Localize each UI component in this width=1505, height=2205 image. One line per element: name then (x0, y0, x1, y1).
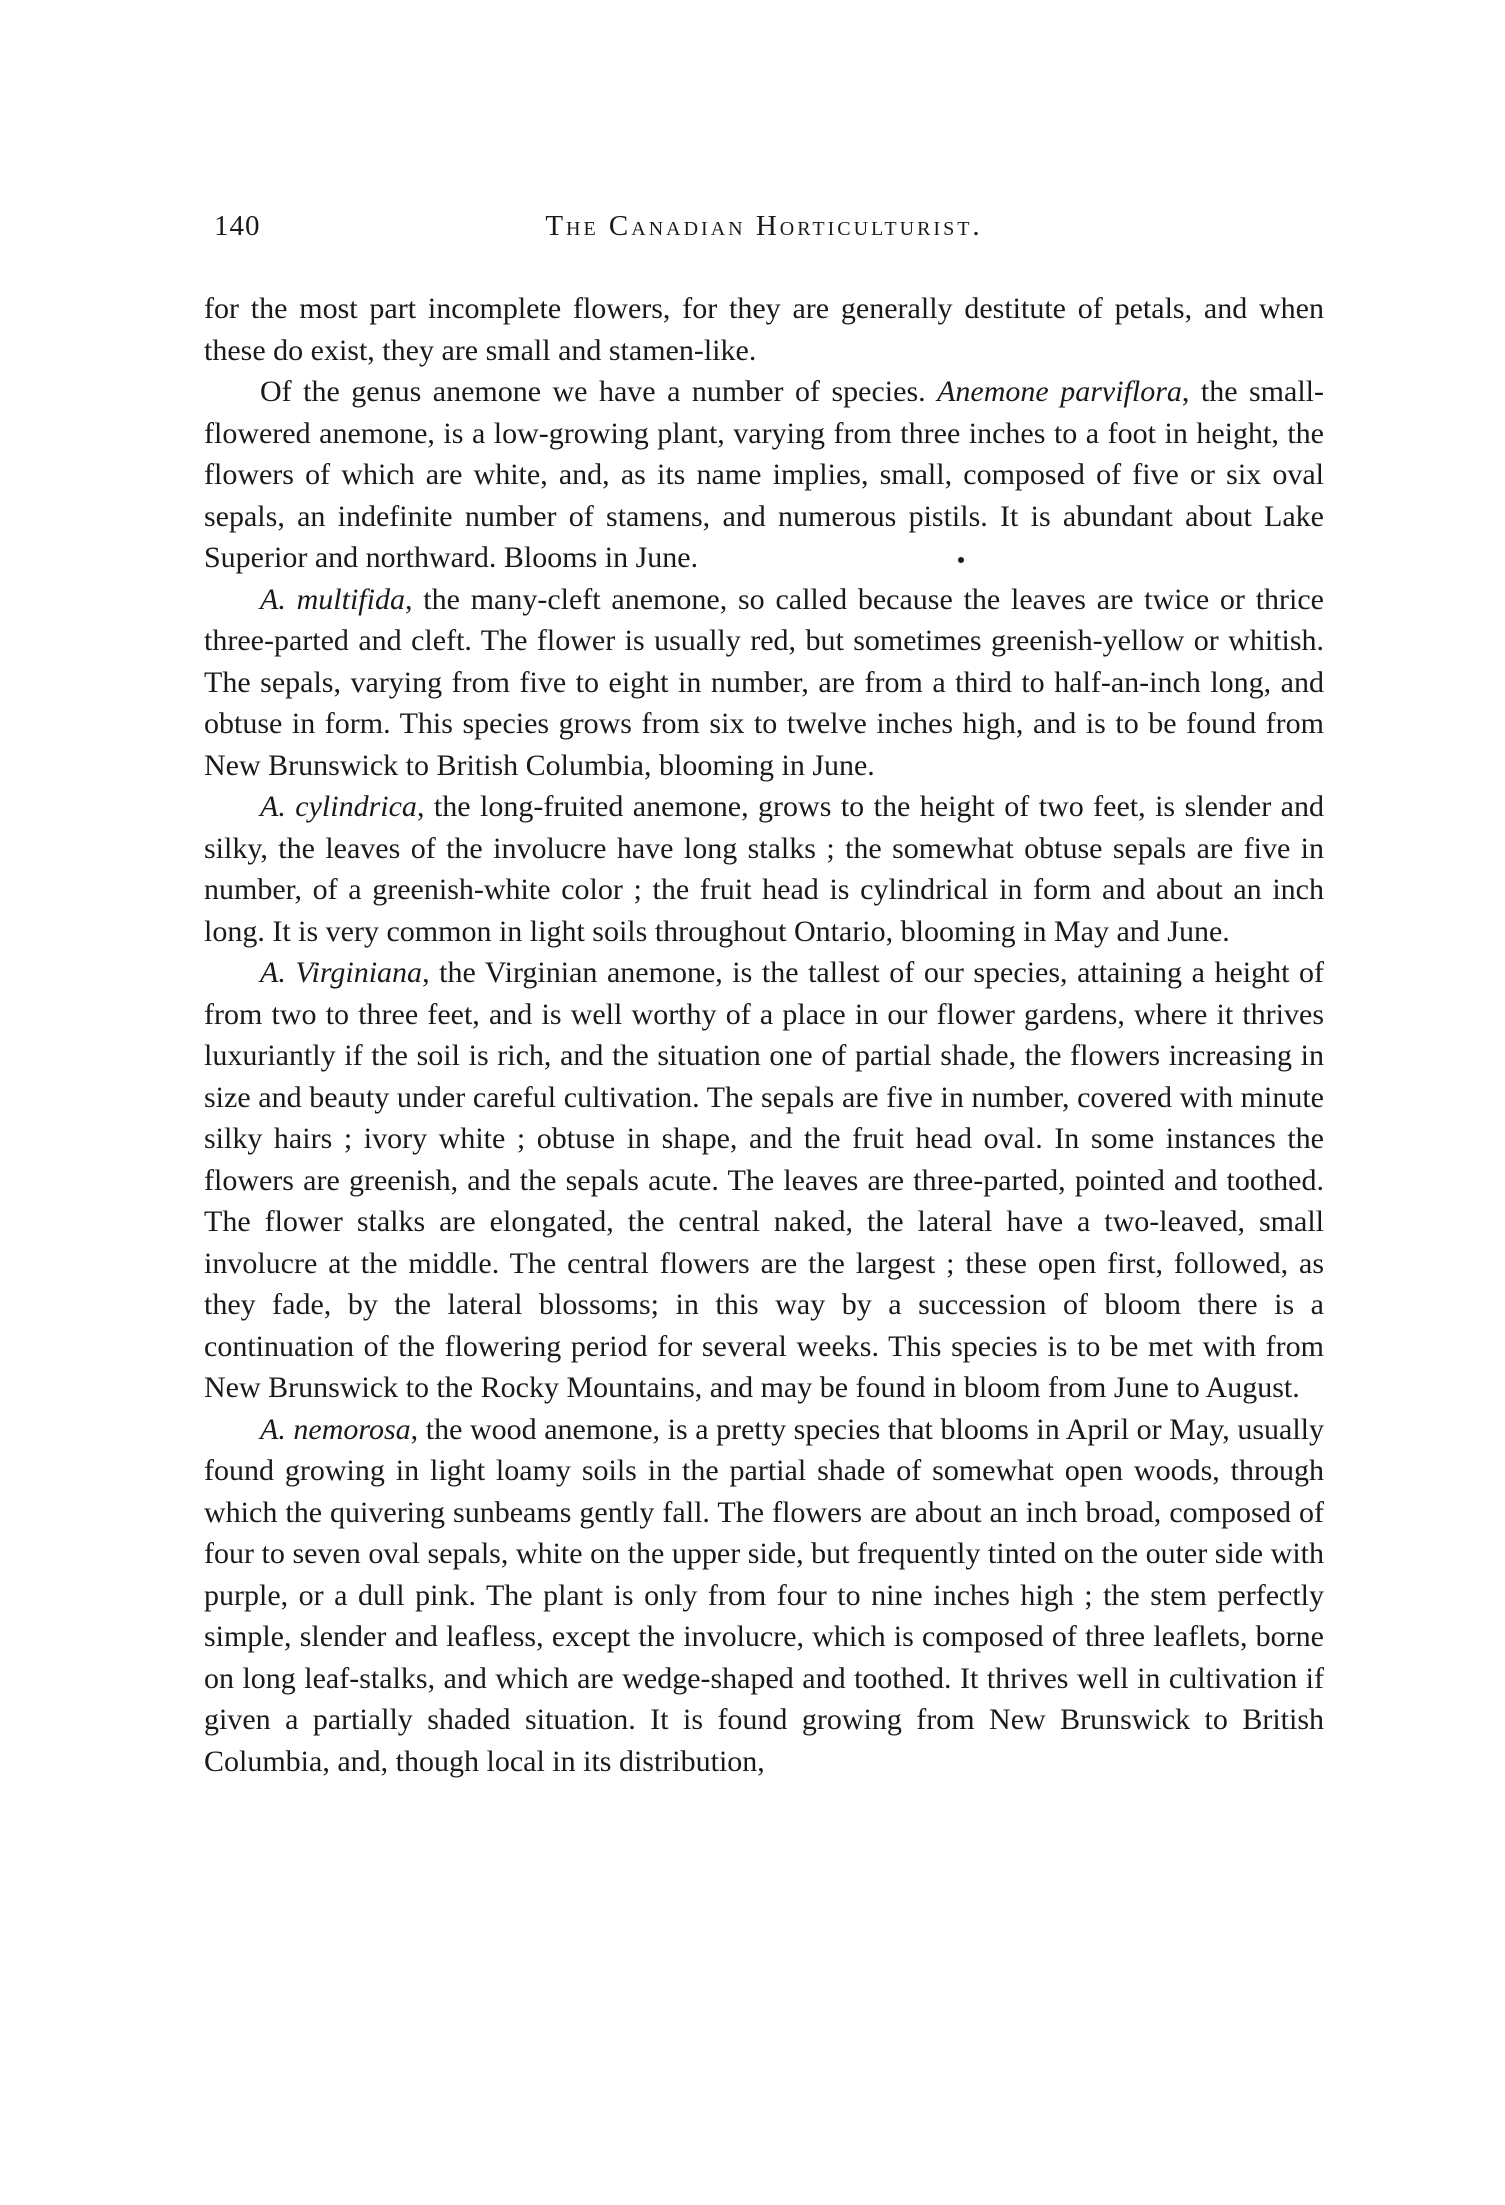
species-name: A. multifida (260, 582, 405, 616)
page-number: 140 (214, 210, 261, 242)
paragraph-lead: Of the genus anemone we have a number of species. (260, 375, 938, 408)
paragraph-anemone-parviflora (204, 371, 1324, 579)
paragraph-text: , the Virginian anemone, is the tallest of our species, attaining a height of from two to three feet, and is well worthy of a place in our flower gardens, where it thrives luxuriantly if the soil is rich, and the situation one of partial shade, the flowers increasing in size and beauty under careful cultivation. The sepals are five in number, covered with minute silky hairs ; ivory white ; obtuse in shape, and the fruit head oval. In some instances the flowers are greenish, and the sepals acute. The leaves are three-parted, pointed and toothed. The flower stalks are elongated, the central naked, the lateral have a two-leaved, small involucre at the middle. The central flowers are the largest ; these open first, followed, as they fade, by the lateral blossoms; in this way by a succession of bloom there is a continuation of the flowering period for several weeks. This species is to be met with from New Brunswick to the Rocky Mountains, and may be found in bloom from June to August. (204, 956, 1325, 1404)
species-name: A. nemorosa (260, 1412, 411, 1446)
article-body (204, 288, 1324, 1782)
running-title: The Canadian Horticulturist. (545, 210, 983, 242)
paragraph-nemorosa (204, 1409, 1324, 1783)
paragraph-multifida (204, 579, 1324, 787)
paragraph-text: , the wood anemone, is a pretty species that blooms in April or May, usually found growing in light loamy soils in the partial shade of somewhat open woods, through which the quivering sunbeams gently fall. The flowers are about an inch broad, composed of four to seven oval sepals, white on the upper side, but frequently tinted on the outer side with purple, or a dull pink. The plant is only from four to nine inches high ; the stem perfectly simple, slender and leafless, except the involucre, which is composed of three leaflets, borne on long leaf-stalks, and which are wedge-shaped and toothed. It thrives well in cultivation if given a partially shaded situation. It is found growing from New Brunswick to British Columbia, and, though local in its distribution, (204, 1412, 1324, 1778)
paragraph-text: , the many-cleft anemone, so called because the leaves are twice or thrice three-parted and cleft. The flower is usually red, but sometimes greenish-yellow or whitish. The sepals, varying from five to eight in number, are from a third to half-an-inch long, and obtuse in form. This species grows from six to twelve inches high, and is to be found from New Brunswick to British Columbia, blooming in June. (204, 582, 1324, 782)
species-name: A. cylindrica (260, 790, 417, 823)
species-name: Anemone parviflora (937, 375, 1182, 408)
paragraph-continuation (204, 288, 1324, 371)
stray-mark-dot (958, 557, 964, 563)
species-name: A. Virginiana (260, 956, 423, 989)
paragraph-text: , the small-flowered anemone, is a low-growing plant, varying from three inches to a foot in height, the flowers of which are white, and, as its name implies, small, composed of five or six oval sepals, an indefinite number of stamens, and numerous pistils. It is abundant about Lake Superior and northward. Blooms in June. (204, 375, 1324, 574)
page (204, 210, 1324, 1782)
page-header (204, 210, 1324, 258)
paragraph-text: for the most part incomplete flowers, for they are generally destitute of petals, and when these do exist, they are small and stamen-like. (204, 292, 1324, 367)
paragraph-virginiana (204, 952, 1324, 1409)
paragraph-cylindrica (204, 786, 1324, 952)
paragraph-text: , the long-fruited anemone, grows to the height of two feet, is slender and silky, the leaves of the involucre have long stalks ; the somewhat obtuse sepals are five in number, of a greenish-white color ; the fruit head is cylindrical in form and about an inch long. It is very common in light soils throughout Ontario, blooming in May and June. (204, 790, 1325, 948)
